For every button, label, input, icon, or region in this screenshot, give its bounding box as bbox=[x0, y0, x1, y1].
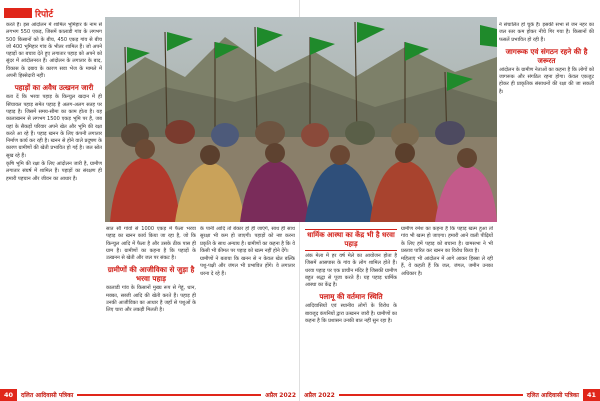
article-column-6 bbox=[499, 22, 594, 384]
paragraph: आंदोलन के ग्रामीण नेताओं का कहना है कि लोगों को जागरूक और संगठित रहना होगा। केवल एकजुट होकर ही प्राकृतिक संसाधनों की रक्षा की जा सकती है। bbox=[499, 66, 594, 95]
protest-photo-illustration bbox=[105, 17, 497, 222]
subheading: ग्रामीणों की आजीविका से जुड़ा है भरवा पहाड़ bbox=[107, 265, 195, 284]
section-header bbox=[4, 5, 53, 21]
paragraph: बता दें कि भरवा पहाड़ के किन्चुल खदान में ही सिंचायल पहाड़ समेत पहाड़ है अलग-अलग सतह पर पहाड़ है। जिसमें समय-सीमा का काम होता है। यह कालाखनन से लगभग 1500 एकड़ भूमि पर है, जब यहां के सैकड़ों परिवार अपने खेत और भूमि की रक्षा करते आ रहे हैं। पहाड़ खनन के लिए कंपनी लगातार निर्माण कार्य कर रही है। खनन से होने वाले प्रदूषण के कारण ग्रामीणों की खेती प्रभावित हो गई है। जल स्रोत सूख रहे हैं। bbox=[6, 94, 102, 159]
paragraph: कृषि भूमि की रक्षा के लिए आंदोलन जारी है, ग्रामीण लगातार संघर्ष में शामिल हैं। पहाड़ों का संरक्षण ही हमारी पहचान और जीवन का आधार है। bbox=[6, 161, 102, 182]
footer-rule bbox=[77, 394, 261, 396]
paragraph: ने संचालित हो चुके हैं। इसकी सभा से जन नहर का जल स्तर कम होकर नीचे गिर गया है। किसानों की फसलें प्रभावित हो रही हैं। bbox=[499, 22, 594, 43]
paragraph: के पानी आदि तो बेकार हो ही जाएंगे, साथ ही साथ सुरक्षा भी कम हो जाएगी। पहाड़ों को नष्ट करना प्रकृति के साथ अन्याय है। ग्रामीणों का कहना है कि वे किसी भी कीमत पर पहाड़ को खत्म नहीं होने देंगे। bbox=[200, 226, 295, 254]
left-footer bbox=[0, 389, 300, 401]
footer-rule bbox=[339, 394, 523, 396]
article-column-3 bbox=[200, 226, 295, 384]
issue-date: अप्रैल 2022 bbox=[265, 392, 296, 399]
subheading: पलामू की वर्तमान स्थिति bbox=[319, 292, 383, 302]
paragraph: आदिवासियों एवं स्थानीय लोगों के विरोध के बावजूद कंपनियों द्वारा उत्खनन जारी है। ग्रामीणों का कहना है कि प्रशासन उनकी बात नहीं सुन रहा है। bbox=[305, 303, 397, 325]
article-column-4 bbox=[305, 226, 397, 384]
paragraph: सात सौ गांवों से 1000 एकड़ में फैला भरवा पहाड़ का खनन कार्य किया जा रहा है, जो कि किन्चुल आदि में फैला है और उसके ठीक पास ही ग्राम है। ग्रामीणों का कहना है कि पहाड़ों के उत्खनन से खेती और जल पर संकट है। bbox=[106, 226, 196, 262]
magazine-name: दलित आदिवासी पत्रिका bbox=[21, 392, 74, 399]
article-column-1 bbox=[6, 22, 102, 384]
paragraph: करते हैं। इस आंदोलन में शामिल भूमिहार के नाम से लगभग 550 एकड़, जिसमें कालाडी गांव के लगभग 500 किसानों को के बीच, 450 एकड़ गांव से बीच जो 400 भूमिहार गांव के भीतर शामिल हैं। जो अपने पहाड़ों का बचाव देते हुए लगातार पहाड़ को अपने को सुंदर में आंदोलनरत हैं। आंदोलन के लगातार के बाद, विकास के दबाव के कारण सवा भेज के मामले में अपनी हिस्सेदारी नहीं। bbox=[6, 22, 102, 80]
article-column-2 bbox=[106, 226, 196, 384]
paragraph: अंक मेला में हर वर्ष मेले का आयोजन होता है जिसमें आसपास के गांव के लोग शामिल होते हैं। धरवा पहाड़ पर एक प्राचीन मंदिर है जिसकी ग्रामीण बहुत श्रद्धा से पूजा करते हैं। यह पहाड़ धार्मिक आस्था का केंद्र है। bbox=[305, 253, 397, 289]
magazine-name: दलित आदिवासी पत्रिका bbox=[526, 392, 579, 399]
boxed-subheading: धार्मिक आस्था का केंद्र भी है धरवा पहाड़ bbox=[305, 229, 397, 251]
page-number: 40 bbox=[0, 389, 17, 401]
issue-date: अप्रैल 2022 bbox=[304, 392, 335, 399]
paragraph: ग्रामीणों ने बताया कि खनन से न केवल खेत बल्कि पशु-पक्षी और जंगल भी प्रभावित होंगे। वे लगातार धरना दे रहे हैं। bbox=[200, 256, 295, 277]
page-number: 41 bbox=[583, 389, 600, 401]
subheading: पहाड़ों का अवैध उत्खनन जारी bbox=[14, 83, 94, 93]
protest-photo bbox=[105, 17, 497, 222]
section-label: रिपोर्ट bbox=[35, 9, 53, 20]
paragraph: कालाडी गांव के किसानों मुख्य रूप से गेहूं, धान, मक्का, सब्जी आदि की खेती करते हैं। पहाड़ ही उनकी आजीविका का आधार है जहाँ से पशुओं के लिए चारा और लकड़ी मिलती है। bbox=[106, 285, 196, 314]
right-footer bbox=[300, 389, 600, 401]
article-column-5 bbox=[401, 226, 493, 384]
subheading: जागरूक एवं संगठन रहने की है जरूरत bbox=[505, 46, 588, 65]
paragraph: महिलाएं भी आंदोलन में आगे आकर हिस्सा ले रही हैं, वे कहती हैं कि जल, जंगल, जमीन उनका अधिकार है। bbox=[401, 256, 493, 277]
paragraph: ग्रामीण रमेश का कहना है कि पहाड़ खत्म हुआ तो गांव भी खत्म हो जाएगा। हमारी आने वाली पीढ़ियों के लिए हमें पहाड़ को बचाना है। ग्रामसभा ने भी प्रस्ताव पारित कर खनन का विरोध किया है। bbox=[401, 226, 493, 254]
section-color-bar bbox=[4, 8, 32, 18]
